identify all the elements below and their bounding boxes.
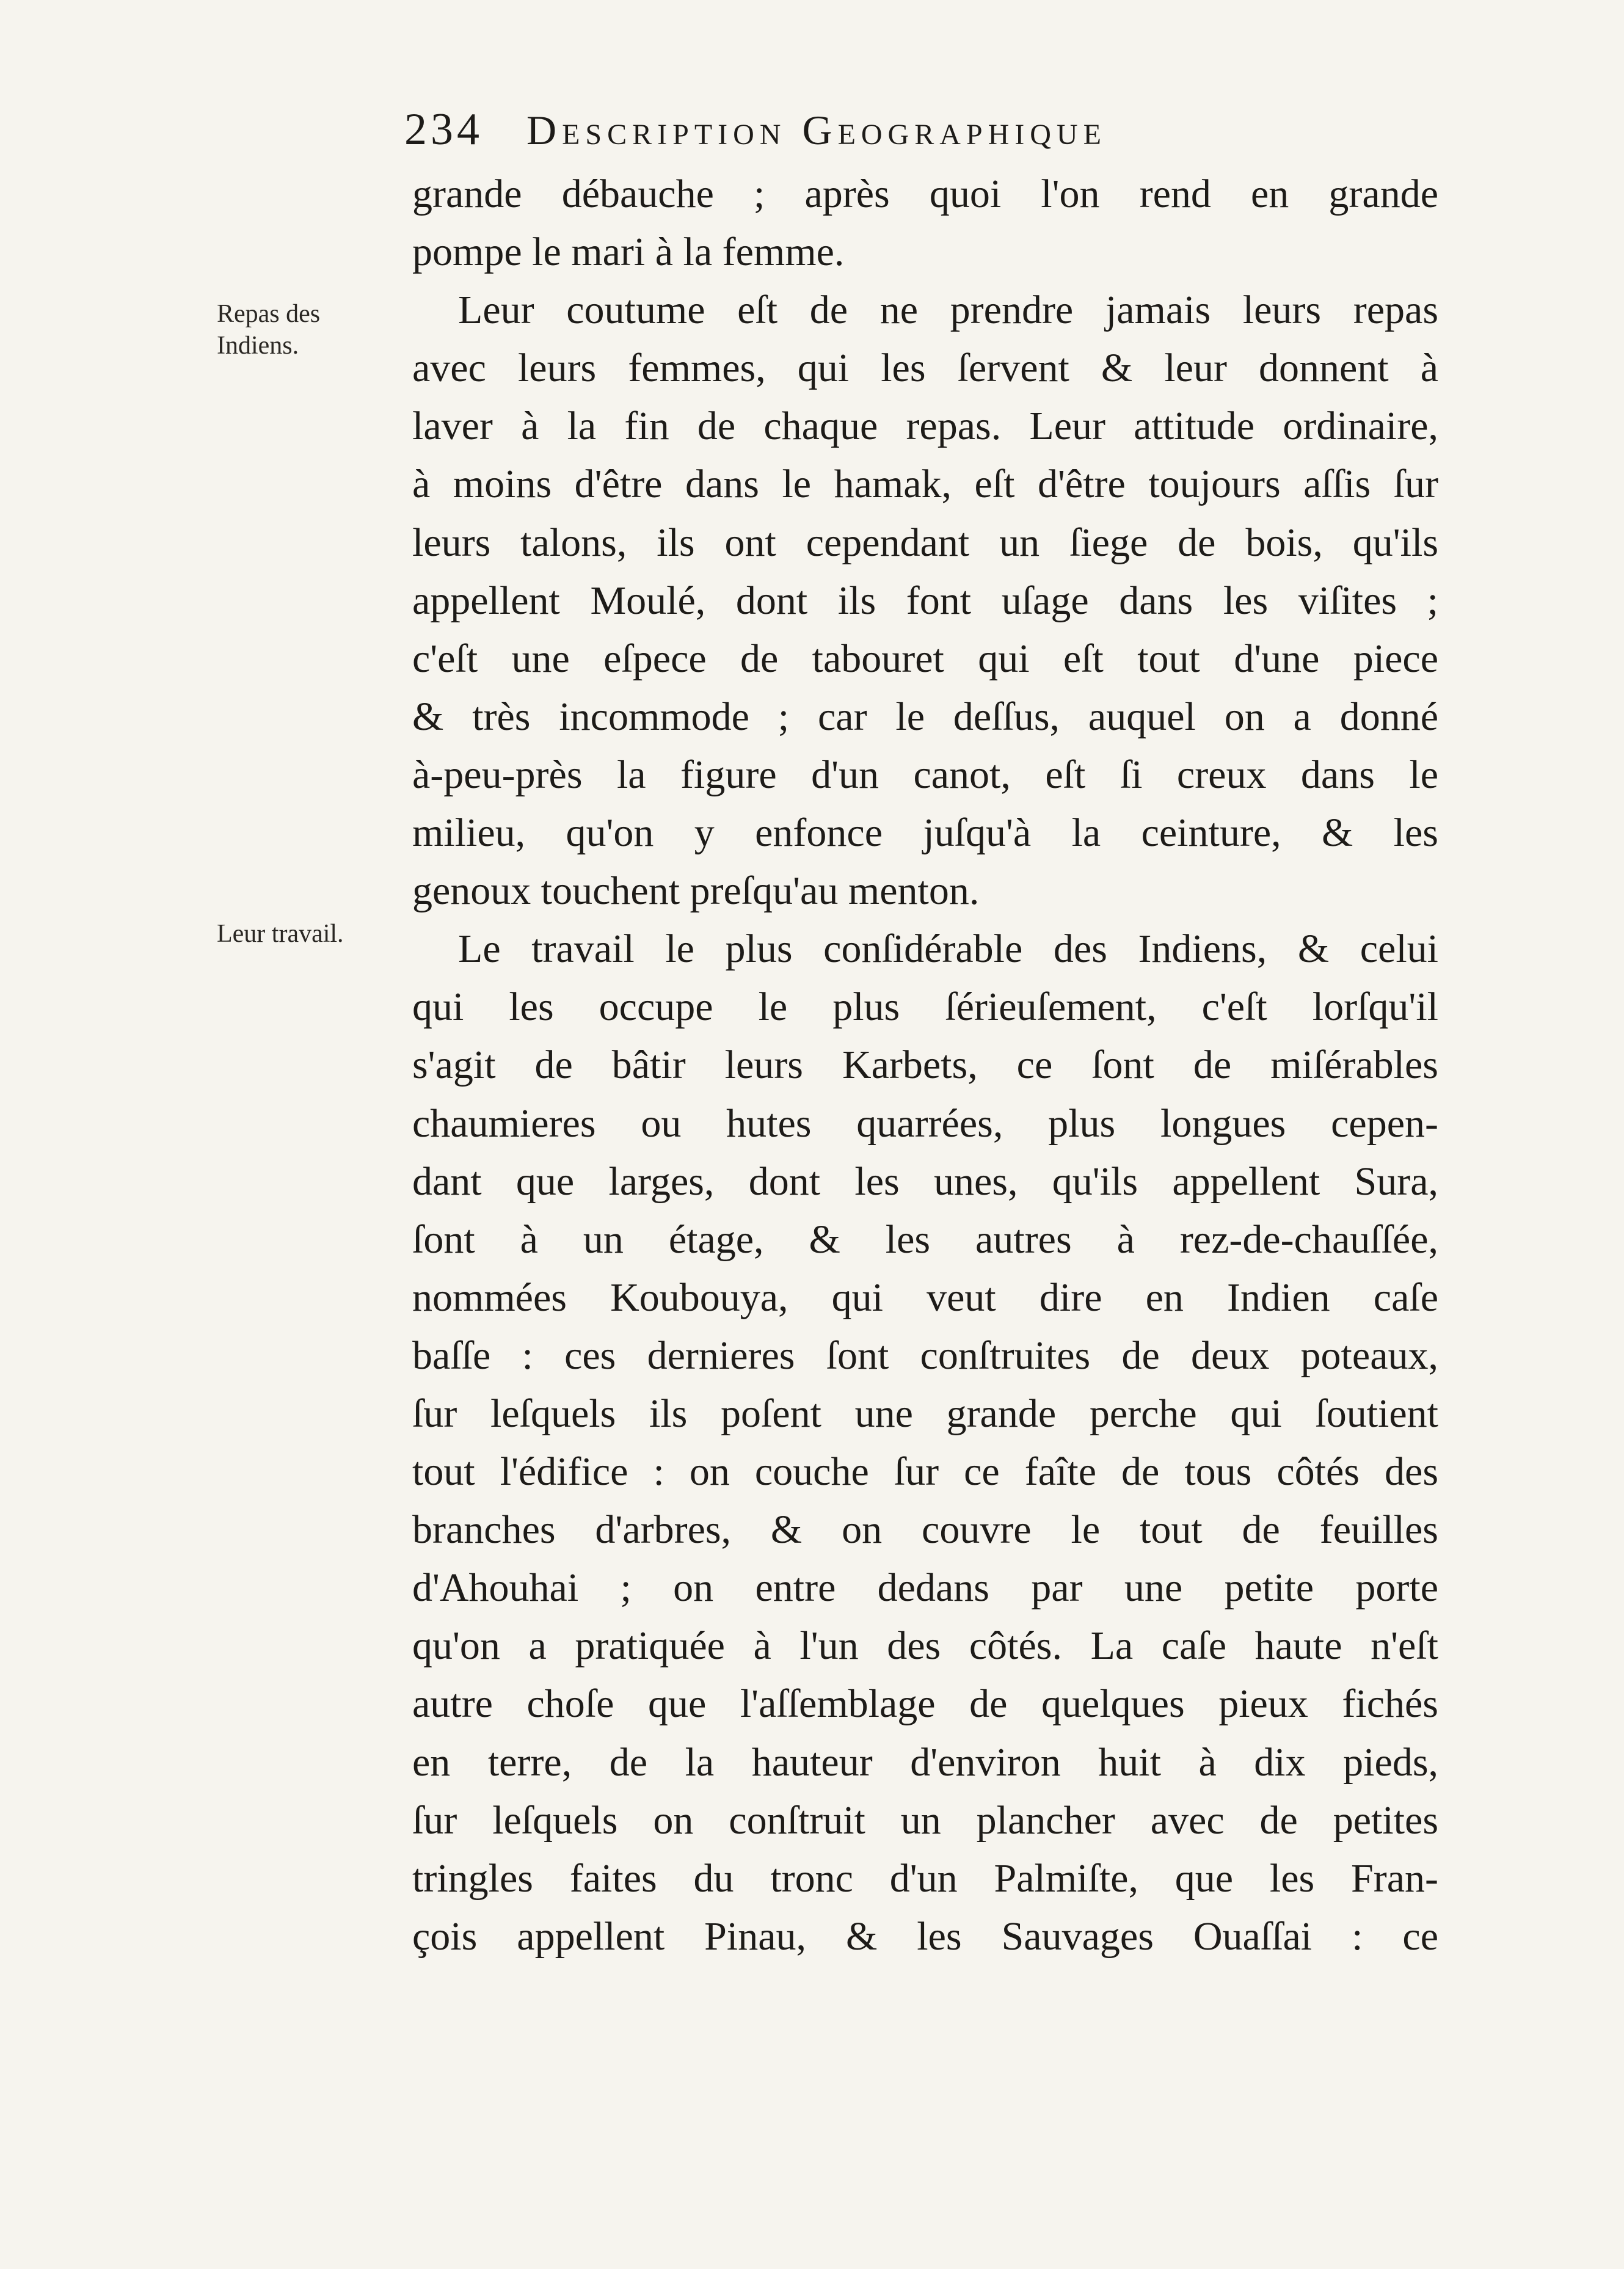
body-text: [412, 165, 1438, 1965]
text-line: à-peu-près la figure d'un canot, eſt ſi creux dans le: [412, 752, 1438, 797]
text-line: pompe le mari à la femme.: [412, 230, 845, 275]
text-line: tout l'édifice : on couche ſur ce faîte de tous côtés des: [412, 1449, 1438, 1495]
text-line: grande débauche ; après quoi l'on rend en grande: [412, 172, 1438, 216]
text-line: qui les occupe le plus ſérieuſement, c'eſt lorſqu'il: [412, 985, 1438, 1030]
text-line: tringles faites du tronc d'un Palmiſte, que les Fran-: [412, 1856, 1438, 1901]
margin-note-line: Leur travail.: [217, 920, 344, 948]
margin-note-repas: [217, 298, 394, 362]
text-line: milieu, qu'on y enfonce juſqu'à la ceinture, & les: [412, 810, 1438, 856]
paragraph-start-line: Leur coutume eſt de ne prendre jamais leurs repas: [458, 288, 1438, 333]
text-line: en terre, de la hauteur d'environ huit à dix pieds,: [412, 1739, 1438, 1785]
text-line: appellent Moulé, dont ils font uſage dans les viſites ;: [412, 578, 1438, 623]
text-line: laver à la fin de chaque repas. Leur attitude ordinaire,: [412, 404, 1438, 449]
text-line: leurs talons, ils ont cependant un ſiege de bois, qu'ils: [412, 520, 1438, 565]
running-head: [404, 104, 1357, 165]
page-number: 234: [404, 104, 483, 155]
text-line: branches d'arbres, & on couvre le tout de feuilles: [412, 1507, 1438, 1553]
text-line: genoux touchent preſqu'au menton.: [412, 869, 980, 914]
text-line: c'eſt une eſpece de tabouret qui eſt tout d'une piece: [412, 636, 1438, 681]
text-line: nommées Koubouya, qui veut dire en Indien caſe: [412, 1275, 1438, 1320]
text-line: qu'on a pratiquée à l'un des côtés. La caſe haute n'eſt: [412, 1623, 1438, 1669]
margin-note-travail: [217, 918, 394, 950]
text-line: chaumieres ou hutes quarrées, plus longues cepen-: [412, 1101, 1438, 1146]
text-line: s'agit de bâtir leurs Karbets, ce ſont de miſérables: [412, 1043, 1438, 1088]
text-line: ſont à un étage, & les autres à rez-de-chauſſée,: [412, 1217, 1438, 1262]
text-line: avec leurs femmes, qui les ſervent & leur donnent à: [412, 346, 1438, 391]
header-title: Description Geographique: [526, 107, 1107, 153]
text-line: d'Ahouhai ; on entre dedans par une petite porte: [412, 1565, 1438, 1611]
text-line: dant que larges, dont les unes, qu'ils appellent Sura,: [412, 1159, 1438, 1204]
text-line: à moins d'être dans le hamak, eſt d'être toujours aſſis ſur: [412, 462, 1438, 507]
text-line: ſur leſquels ils poſent une grande perche qui ſoutient: [412, 1391, 1438, 1436]
text-line: autre choſe que l'aſſemblage de quelques pieux fichés: [412, 1681, 1438, 1727]
margin-note-line: Repas des: [217, 300, 321, 328]
text-line: baſſe : ces dernieres ſont conſtruites de deux poteaux,: [412, 1333, 1438, 1378]
text-line: ſur leſquels on conſtruit un plancher avec de petites: [412, 1797, 1438, 1843]
text-line: & très incommode ; car le deſſus, auquel on a donné: [412, 694, 1438, 739]
paragraph-start-line: Le travail le plus conſidérable des Indiens, & celui: [458, 927, 1438, 972]
margin-note-line: Indiens.: [217, 332, 299, 360]
text-line: çois appellent Pinau, & les Sauvages Ouaſſai : ce: [412, 1914, 1438, 1959]
